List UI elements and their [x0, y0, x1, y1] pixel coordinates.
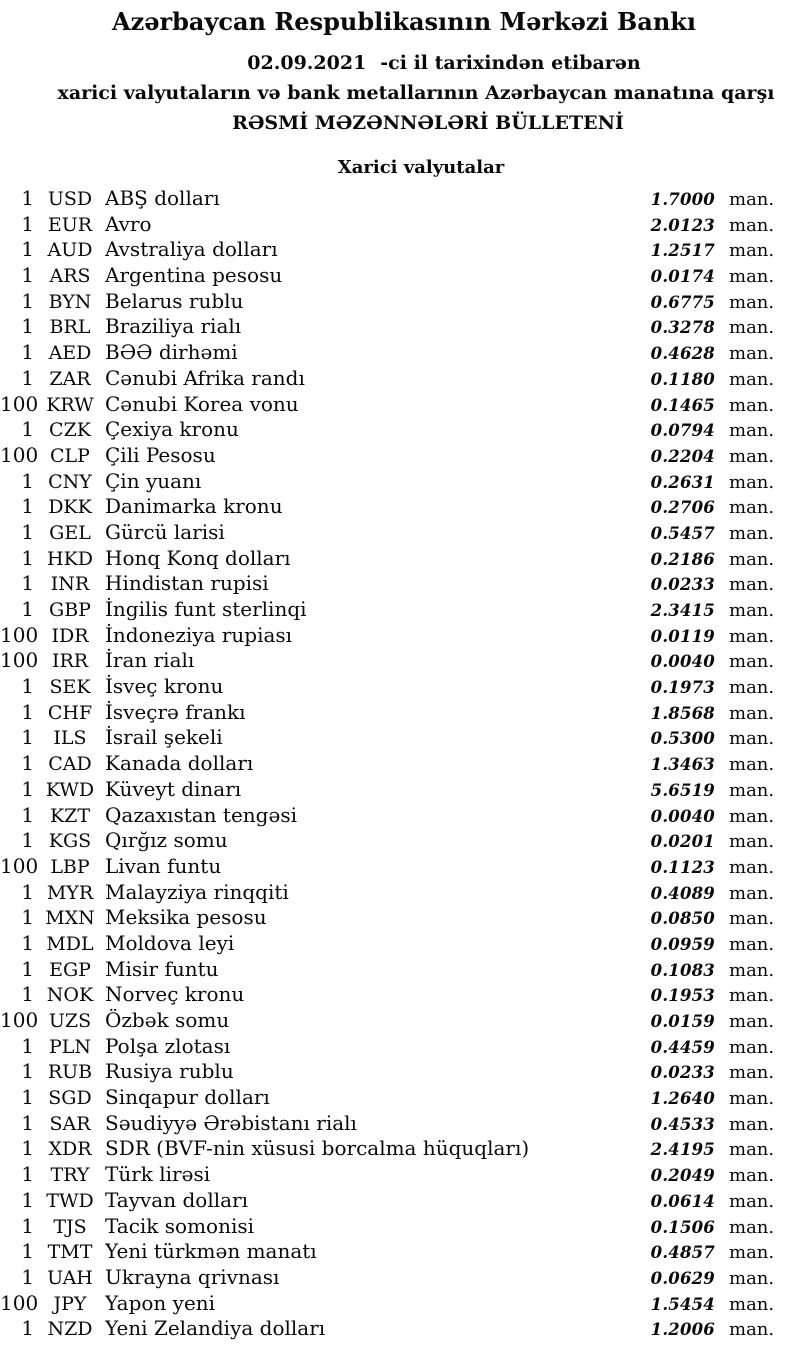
- quantity: 1: [21, 519, 34, 544]
- currency-code: MXN: [45, 907, 95, 930]
- currency-code: KZT: [49, 804, 91, 827]
- currency-name: Küveyt dinarı: [105, 776, 242, 801]
- currency-row: [0, 854, 800, 880]
- rate-value: 2.0123: [650, 215, 715, 235]
- quantity: 1: [21, 186, 34, 210]
- rate-value: 0.0233: [650, 575, 715, 595]
- unit-label: man.: [729, 1319, 775, 1341]
- rate-value: 0.5457: [650, 523, 715, 543]
- currency-row: [0, 905, 800, 931]
- quantity: 1: [21, 930, 34, 955]
- currency-code: UAH: [47, 1266, 93, 1289]
- currency-code: BYN: [48, 290, 92, 313]
- quantity: 1: [21, 494, 34, 519]
- currency-row: [0, 392, 800, 418]
- currency-code: USD: [47, 188, 93, 210]
- rate-value: 1.8568: [650, 703, 715, 723]
- quantity: 1: [21, 237, 34, 262]
- quantity: 1: [21, 1264, 34, 1289]
- rate-value: 5.6519: [650, 780, 715, 800]
- currency-row: [0, 469, 800, 495]
- rate-value: 0.1465: [650, 395, 715, 415]
- currency-name: Avro: [105, 211, 152, 236]
- currency-name: Meksika pesosu: [105, 905, 267, 930]
- quantity: 1: [21, 571, 34, 596]
- quantity: 1: [21, 417, 34, 442]
- currency-code: TRY: [50, 1164, 90, 1187]
- quantity: 1: [21, 751, 34, 776]
- unit-label: man.: [729, 1242, 775, 1264]
- currency-code: TMT: [47, 1241, 93, 1264]
- rate-value: 0.5300: [650, 729, 715, 749]
- currency-code: CHF: [47, 701, 93, 724]
- bank-title: Azərbaycan Respublikasının Mərkəzi Bankı: [111, 7, 697, 36]
- currency-name: Gürcü larisi: [105, 519, 225, 544]
- rate-value: 0.1123: [650, 857, 715, 877]
- unit-label: man.: [729, 1088, 775, 1110]
- rate-value: 1.2640: [650, 1089, 715, 1109]
- currency-name: İsveç kronu: [105, 674, 224, 699]
- unit-label: man.: [729, 343, 775, 365]
- unit-label: man.: [729, 291, 775, 313]
- quantity: 1: [21, 545, 34, 570]
- quantity: 1: [21, 802, 34, 827]
- currency-row: [0, 289, 800, 315]
- unit-label: man.: [729, 1062, 775, 1084]
- rate-value: 0.4857: [650, 1243, 715, 1263]
- rate-value: 0.4628: [650, 344, 715, 364]
- rate-value: 0.1180: [650, 369, 715, 389]
- currency-row: [0, 597, 800, 623]
- bulletin-title: RƏSMİ MƏZƏNNƏLƏRİ BÜLLETENİ: [232, 112, 624, 134]
- currency-code: PLN: [48, 1035, 92, 1058]
- currency-name: Kanada dolları: [105, 751, 254, 776]
- currency-name: Cənubi Korea vonu: [105, 391, 299, 416]
- unit-label: man.: [729, 985, 775, 1007]
- unit-label: man.: [729, 1216, 775, 1238]
- section-title: Xarici valyutalar: [337, 157, 505, 178]
- unit-label: man.: [729, 856, 775, 878]
- rate-value: 0.0040: [650, 652, 715, 672]
- currency-code: AUD: [47, 239, 93, 262]
- currency-code: INR: [50, 573, 90, 596]
- currency-name: Braziliya rialı: [105, 314, 242, 339]
- currency-code: TWD: [46, 1189, 94, 1212]
- unit-label: man.: [729, 266, 775, 288]
- currency-row: [0, 1188, 800, 1214]
- currency-name: Yeni Zelandiya dolları: [105, 1316, 326, 1341]
- quantity: 1: [21, 1110, 34, 1135]
- currency-code: ZAR: [49, 367, 91, 390]
- quantity: 1: [21, 1187, 34, 1212]
- rate-value: 0.0174: [650, 267, 715, 287]
- currency-name: Avstraliya dolları: [105, 237, 278, 262]
- effective-date-suffix: -ci il tarixindən etibarən: [380, 52, 641, 74]
- currency-code: NZD: [47, 1318, 93, 1341]
- rate-value: 0.2706: [650, 498, 715, 518]
- currency-name: Tayvan dolları: [105, 1187, 248, 1212]
- rate-value: 2.3415: [650, 601, 715, 620]
- currency-code: JPY: [53, 1292, 87, 1315]
- unit-label: man.: [729, 1190, 775, 1212]
- currency-row: [0, 237, 800, 263]
- rate-value: 0.0850: [650, 909, 715, 929]
- rate-value: 0.2204: [650, 446, 715, 466]
- unit-label: man.: [729, 1267, 775, 1289]
- unit-label: man.: [729, 1165, 775, 1187]
- currency-code: KGS: [48, 830, 92, 853]
- rate-value: 0.4089: [650, 883, 715, 903]
- currency-row: [0, 340, 800, 366]
- unit-label: man.: [729, 1113, 775, 1135]
- rate-value: 0.1953: [650, 986, 715, 1006]
- rate-value: 1.7000: [650, 190, 715, 209]
- currency-code: IDR: [51, 624, 89, 647]
- currency-code: RUB: [47, 1061, 93, 1084]
- currency-code: IRR: [51, 650, 89, 673]
- currency-name: Livan funtu: [105, 853, 222, 878]
- currency-name: Sinqapur dolları: [105, 1085, 270, 1110]
- rate-value: 0.4533: [650, 1114, 715, 1134]
- unit-label: man.: [729, 677, 775, 699]
- currency-row: [0, 982, 800, 1008]
- currency-row: [0, 648, 800, 674]
- currency-name: Çin yuanı: [105, 468, 202, 493]
- currency-row: [0, 1291, 800, 1317]
- currency-name: Moldova leyi: [105, 930, 235, 955]
- rate-value: 0.4459: [650, 1037, 715, 1057]
- currency-name: Səudiyyə Ərəbistanı rialı: [105, 1110, 357, 1135]
- currency-name: Malayziya rinqqiti: [105, 879, 289, 904]
- currency-code: LBP: [50, 855, 90, 878]
- quantity: 1: [21, 1162, 34, 1187]
- rate-value: 0.1506: [650, 1217, 715, 1237]
- currency-row: [0, 1162, 800, 1188]
- rate-value: 0.0794: [650, 421, 715, 441]
- currency-code: SAR: [49, 1112, 91, 1135]
- quantity: 1: [21, 1316, 34, 1341]
- quantity: 1: [21, 1085, 34, 1110]
- currency-row: [0, 1239, 800, 1265]
- currency-name: Honq Konq dolları: [105, 545, 291, 570]
- rate-value: 0.2186: [650, 549, 715, 569]
- rate-value: 1.2517: [650, 241, 715, 261]
- currency-name: Cənubi Afrika randı: [105, 365, 305, 390]
- currency-code: CZK: [49, 419, 91, 442]
- currency-row: [0, 1214, 800, 1240]
- quantity: 1: [21, 468, 34, 493]
- rate-value: 0.1083: [650, 960, 715, 980]
- quantity: 100: [0, 442, 39, 467]
- rate-value: 1.5454: [650, 1294, 715, 1314]
- quantity: 100: [0, 622, 39, 647]
- unit-label: man.: [729, 625, 775, 647]
- currency-code: AED: [48, 342, 92, 365]
- currency-name: Qırğız somu: [105, 828, 228, 853]
- currency-name: ABŞ dolları: [105, 186, 220, 210]
- rate-value: 0.0959: [650, 934, 715, 954]
- quantity: 1: [21, 725, 34, 750]
- quantity: 1: [21, 674, 34, 699]
- currency-code: EGP: [49, 958, 91, 981]
- currency-name: Belarus rublu: [105, 288, 244, 313]
- currency-code: TJS: [53, 1215, 87, 1238]
- quantity: 1: [21, 905, 34, 930]
- unit-label: man.: [729, 779, 775, 801]
- currency-row: [0, 777, 800, 803]
- currency-code: DKK: [48, 496, 92, 519]
- unit-label: man.: [729, 445, 775, 467]
- currency-name: SDR (BVF-nin xüsusi borcalma hüquqları): [105, 1136, 530, 1161]
- currency-name: Misir funtu: [105, 956, 219, 981]
- currency-code: GEL: [49, 521, 91, 544]
- currency-name: Tacik somonisi: [105, 1213, 255, 1238]
- unit-label: man.: [729, 702, 775, 724]
- currency-row: [0, 880, 800, 906]
- currency-name: Qazaxıstan tengəsi: [105, 802, 297, 827]
- quantity: 100: [0, 648, 39, 673]
- unit-label: man.: [729, 497, 775, 519]
- quantity: 1: [21, 699, 34, 724]
- unit-label: man.: [729, 240, 775, 262]
- quantity: 1: [21, 288, 34, 313]
- currency-name: İngilis funt sterlinqi: [105, 597, 307, 621]
- subject-line: xarici valyutaların və bank metallarının Azərbaycan manatına qarşı: [57, 82, 775, 104]
- currency-name: Yapon yeni: [105, 1290, 216, 1315]
- currency-code: BRL: [49, 316, 91, 339]
- quantity: 1: [21, 776, 34, 801]
- quantity: 100: [0, 1008, 39, 1032]
- currency-row: [0, 186, 800, 212]
- currency-row: [0, 1265, 800, 1291]
- currency-code: ARS: [49, 265, 91, 288]
- currency-name: Ukrayna qrivnası: [105, 1264, 280, 1289]
- currency-row: [0, 546, 800, 572]
- quantity: 1: [21, 1239, 34, 1264]
- currency-code: EUR: [47, 213, 93, 236]
- currency-row: [0, 520, 800, 546]
- quantity: 1: [21, 263, 34, 288]
- unit-label: man.: [729, 831, 775, 853]
- currency-row: [0, 571, 800, 597]
- currency-code: UZS: [48, 1010, 92, 1032]
- unit-label: man.: [729, 959, 775, 981]
- quantity: 1: [21, 1033, 34, 1058]
- unit-label: man.: [729, 1139, 775, 1161]
- unit-label: man.: [729, 754, 775, 776]
- quantity: 1: [21, 211, 34, 236]
- currency-name: Yeni türkmən manatı: [105, 1239, 317, 1264]
- currency-code: MDL: [46, 932, 94, 955]
- currency-code: MYR: [46, 881, 94, 904]
- rate-value: 2.4195: [650, 1140, 715, 1160]
- unit-label: man.: [729, 471, 775, 493]
- unit-label: man.: [729, 522, 775, 544]
- rate-value: 1.2006: [650, 1320, 715, 1340]
- unit-label: man.: [729, 1293, 775, 1315]
- currency-table: [0, 186, 800, 1342]
- currency-row: [0, 1034, 800, 1060]
- currency-row: [0, 314, 800, 340]
- currency-name: Hindistan rupisi: [105, 571, 269, 596]
- currency-code: NOK: [46, 984, 94, 1007]
- quantity: 1: [21, 365, 34, 390]
- effective-date: 02.09.2021: [247, 52, 367, 74]
- currency-row: [0, 803, 800, 829]
- currency-code: KWD: [45, 778, 95, 801]
- quantity: 1: [21, 879, 34, 904]
- currency-row: [0, 931, 800, 957]
- quantity: 1: [21, 314, 34, 339]
- currency-row: [0, 366, 800, 392]
- rate-value: 0.0040: [650, 806, 715, 826]
- rate-value: 0.0614: [650, 1191, 715, 1211]
- currency-name: Polşa zlotası: [105, 1033, 231, 1058]
- rate-value: 0.6775: [650, 292, 715, 312]
- quantity: 1: [21, 1136, 34, 1161]
- rate-value: 0.0119: [650, 626, 715, 646]
- currency-code: CNY: [48, 470, 92, 493]
- currency-code: SGD: [48, 1087, 92, 1110]
- quantity: 1: [21, 828, 34, 853]
- currency-row: [0, 1085, 800, 1111]
- currency-name: İran rialı: [105, 648, 195, 673]
- quantity: 100: [0, 391, 39, 416]
- currency-row: [0, 1059, 800, 1085]
- currency-row: [0, 957, 800, 983]
- unit-label: man.: [729, 600, 775, 621]
- rate-value: 0.3278: [650, 318, 715, 338]
- currency-code: GBP: [49, 599, 91, 621]
- unit-label: man.: [729, 728, 775, 750]
- currency-row: [0, 443, 800, 469]
- rate-value: 0.2631: [650, 472, 715, 492]
- currency-row: [0, 751, 800, 777]
- currency-code: CLP: [50, 444, 90, 467]
- unit-label: man.: [729, 651, 775, 673]
- unit-label: man.: [729, 805, 775, 827]
- unit-label: man.: [729, 548, 775, 570]
- currency-row: [0, 1316, 800, 1342]
- quantity: 1: [21, 1213, 34, 1238]
- unit-label: man.: [729, 574, 775, 596]
- currency-name: Özbək somu: [105, 1008, 230, 1032]
- currency-name: Norveç kronu: [105, 982, 245, 1007]
- currency-name: Çili Pesosu: [105, 442, 216, 467]
- quantity: 100: [0, 853, 39, 878]
- currency-row: [0, 674, 800, 700]
- currency-row: [0, 1136, 800, 1162]
- unit-label: man.: [729, 189, 775, 210]
- quantity: 1: [21, 982, 34, 1007]
- currency-row: [0, 417, 800, 443]
- quantity: 100: [0, 1290, 39, 1315]
- currency-code: XDR: [48, 1138, 92, 1161]
- unit-label: man.: [729, 933, 775, 955]
- currency-row: [0, 623, 800, 649]
- currency-name: Türk lirəsi: [105, 1162, 211, 1187]
- currency-name: İndoneziya rupiası: [105, 622, 293, 647]
- currency-name: Çexiya kronu: [105, 417, 239, 442]
- rate-value: 0.2049: [650, 1166, 715, 1186]
- rate-value: 0.0233: [650, 1063, 715, 1083]
- effective-date-line: [44, 50, 800, 76]
- quantity: 1: [21, 1059, 34, 1084]
- quantity: 1: [21, 340, 34, 365]
- unit-label: man.: [729, 1011, 775, 1032]
- unit-label: man.: [729, 420, 775, 442]
- quantity: 1: [21, 597, 34, 621]
- currency-name: BƏƏ dirhəmi: [105, 340, 238, 365]
- currency-code: HKD: [47, 547, 93, 570]
- unit-label: man.: [729, 908, 775, 930]
- currency-name: Danimarka kronu: [105, 494, 283, 519]
- currency-row: [0, 494, 800, 520]
- currency-name: Argentina pesosu: [105, 263, 283, 288]
- quantity: 1: [21, 956, 34, 981]
- rate-value: 0.0159: [650, 1012, 715, 1031]
- currency-code: CAD: [48, 753, 92, 776]
- rate-value: 0.0201: [650, 832, 715, 852]
- unit-label: man.: [729, 317, 775, 339]
- currency-row: [0, 828, 800, 854]
- currency-row: [0, 1008, 800, 1034]
- currency-row: [0, 725, 800, 751]
- unit-label: man.: [729, 882, 775, 904]
- rate-value: 0.0629: [650, 1268, 715, 1288]
- currency-row: [0, 212, 800, 238]
- currency-code: ILS: [53, 727, 87, 750]
- currency-code: SEK: [49, 676, 91, 699]
- currency-name: İsveçrə frankı: [105, 699, 246, 724]
- currency-code: KRW: [46, 393, 94, 416]
- currency-row: [0, 263, 800, 289]
- rate-value: 1.3463: [650, 755, 715, 775]
- currency-row: [0, 700, 800, 726]
- unit-label: man.: [729, 1036, 775, 1058]
- currency-name: İsrail şekeli: [105, 725, 223, 750]
- unit-label: man.: [729, 394, 775, 416]
- rate-value: 0.1973: [650, 678, 715, 698]
- unit-label: man.: [729, 214, 775, 236]
- currency-name: Rusiya rublu: [105, 1059, 234, 1084]
- unit-label: man.: [729, 368, 775, 390]
- currency-row: [0, 1111, 800, 1137]
